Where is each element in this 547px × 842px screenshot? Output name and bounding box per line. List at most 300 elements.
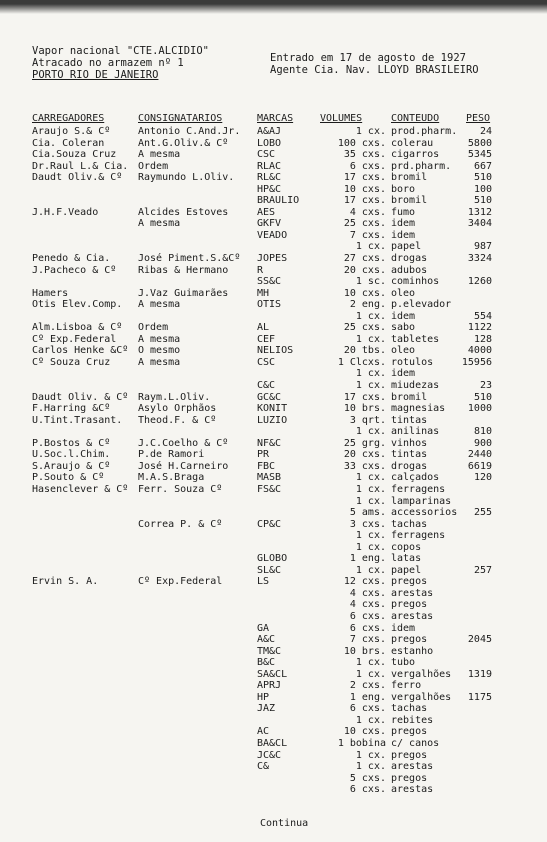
manifest-row xyxy=(0,265,547,277)
cell-volume: 10 cxs. xyxy=(343,183,386,195)
cell-marca: SA&CL xyxy=(257,668,288,680)
cell-conteudo: p.elevador xyxy=(391,299,452,311)
cell-peso: 554 xyxy=(473,310,492,322)
cell-conteudo: idem xyxy=(391,310,416,322)
cell-volume: 6 cxs. xyxy=(349,622,386,634)
cell-marca: JAZ xyxy=(257,703,276,715)
cell-peso: 1000 xyxy=(467,403,492,415)
ship-line: Vapor nacional "CTE.ALCIDIO" xyxy=(32,45,210,57)
manifest-row xyxy=(0,334,547,346)
manifest-row xyxy=(0,403,547,415)
cell-peso: 255 xyxy=(473,507,492,519)
cell-carregador: U.Tint.Trasant. xyxy=(32,414,123,426)
cell-volume: 1 eng. xyxy=(349,691,386,703)
cell-marca: OTIS xyxy=(257,299,282,311)
manifest-row xyxy=(0,588,547,600)
cell-marca: GKFV xyxy=(257,218,282,230)
cell-marca: FBC xyxy=(257,460,276,472)
cell-consignatario: Ant.G.Oliv.& Cº xyxy=(138,137,229,149)
cell-conteudo: estanho xyxy=(391,645,434,657)
cell-conteudo: tintas xyxy=(391,414,428,426)
cell-conteudo: oleo xyxy=(391,287,416,299)
cell-peso: 3404 xyxy=(467,218,492,230)
cell-consignatario: Theod.F. & Cº xyxy=(138,414,217,426)
manifest-row xyxy=(0,288,547,300)
cell-peso: 15956 xyxy=(461,356,492,368)
cell-consignatario: Ordem xyxy=(138,160,169,172)
manifest-row xyxy=(0,126,547,138)
cell-volume: 5 cxs. xyxy=(349,772,386,784)
cell-carregador: J.H.F.Veado xyxy=(32,206,99,218)
cell-consignatario: Ferr. Souza Cº xyxy=(138,483,223,495)
cell-marca: CEF xyxy=(257,333,276,345)
cell-volume: 25 cxs. xyxy=(343,218,386,230)
cell-conteudo: tabletes xyxy=(391,333,440,345)
cell-volume: 17 cxs. xyxy=(343,195,386,207)
manifest-row xyxy=(0,530,547,542)
manifest-row xyxy=(0,438,547,450)
cell-volume: 1 cx. xyxy=(355,241,386,253)
manifest-row xyxy=(0,311,547,323)
manifest-row xyxy=(0,415,547,427)
manifest-row xyxy=(0,507,547,519)
cell-volume: 1 cx. xyxy=(355,530,386,542)
agent-line: Agente Cia. Nav. LLOYD BRASILEIRO xyxy=(270,64,479,76)
cell-volume: 20 cxs. xyxy=(343,264,386,276)
cell-carregador: Ervin S. A. xyxy=(32,576,99,588)
manifest-row xyxy=(0,496,547,508)
cell-conteudo: cigarros xyxy=(391,149,440,161)
cell-volume: 5 ams. xyxy=(349,507,386,519)
manifest-row xyxy=(0,692,547,704)
cell-volume: 1 Clcxs. xyxy=(337,356,386,368)
cell-volume: 25 cxs. xyxy=(343,322,386,334)
cell-peso: 1122 xyxy=(467,322,492,334)
cell-conteudo: c/ canos xyxy=(391,737,440,749)
cell-peso: 3324 xyxy=(467,253,492,265)
cell-carregador: J.Pacheco & Cº xyxy=(32,264,117,276)
cell-volume: 20 cxs. xyxy=(343,449,386,461)
cell-conteudo: drogas xyxy=(391,460,428,472)
cell-marca: SL&C xyxy=(257,564,282,576)
cell-marca: MH xyxy=(257,287,270,299)
manifest-row xyxy=(0,368,547,380)
cell-peso: 1312 xyxy=(467,206,492,218)
cell-volume: 1 bobina xyxy=(337,737,386,749)
cell-marca: HP xyxy=(257,691,270,703)
cell-conteudo: copos xyxy=(391,541,422,553)
cell-consignatario: O mesmo xyxy=(138,345,181,357)
cell-carregador: P.Souto & Cº xyxy=(32,472,105,484)
cell-volume: 10 brs. xyxy=(343,645,386,657)
cell-carregador: Daudt Oliv. & Cº xyxy=(32,391,129,403)
manifest-row xyxy=(0,276,547,288)
cell-marca: TM&C xyxy=(257,645,282,657)
cell-volume: 17 cxs. xyxy=(343,391,386,403)
cell-peso: 1175 xyxy=(467,691,492,703)
cell-peso: 128 xyxy=(473,333,492,345)
cell-volume: 35 cxs. xyxy=(343,149,386,161)
cell-carregador: Otis Elev.Comp. xyxy=(32,299,123,311)
cell-conteudo: vinhos xyxy=(391,437,428,449)
header-left xyxy=(32,45,209,81)
cell-peso: 5800 xyxy=(467,137,492,149)
cell-conteudo: idem xyxy=(391,229,416,241)
cell-volume: 1 cx. xyxy=(355,368,386,380)
manifest-row xyxy=(0,299,547,311)
cell-volume: 3 qrt. xyxy=(349,414,386,426)
cell-carregador: Alm.Lisboa & Cº xyxy=(32,322,123,334)
cell-marca: KONIT xyxy=(257,403,288,415)
cell-carregador: Carlos Henke &Cº xyxy=(32,345,129,357)
cell-consignatario: José H.Carneiro xyxy=(138,460,229,472)
cell-conteudo: latas xyxy=(391,553,422,565)
cell-carregador: Cº Exp.Federal xyxy=(32,333,117,345)
cell-marca: R xyxy=(257,264,264,276)
cell-conteudo: bromil xyxy=(391,391,428,403)
cell-carregador: Penedo & Cia. xyxy=(32,253,111,265)
cell-volume: 1 sc. xyxy=(355,276,386,288)
manifest-row xyxy=(0,773,547,785)
cell-consignatario: Ordem xyxy=(138,322,169,334)
cell-carregador: U.Soc.l.Chim. xyxy=(32,449,111,461)
cell-marca: AL xyxy=(257,322,270,334)
cell-consignatario: Correa P. & Cº xyxy=(138,518,223,530)
cell-volume: 1 eng. xyxy=(349,553,386,565)
manifest-row xyxy=(0,184,547,196)
cell-peso: 900 xyxy=(473,437,492,449)
cell-conteudo: arestas xyxy=(391,610,434,622)
cell-marca: CP&C xyxy=(257,518,282,530)
cell-peso: 4000 xyxy=(467,345,492,357)
cell-volume: 20 tbs. xyxy=(343,345,386,357)
cell-conteudo: papel xyxy=(391,564,422,576)
port-line: PORTO RIO DE JANEIRO xyxy=(32,69,159,81)
cell-marca: HP&C xyxy=(257,183,282,195)
cell-carregador: F.Harring &Cº xyxy=(32,403,111,415)
cell-consignatario: A mesma xyxy=(138,218,181,230)
cell-volume: 10 brs. xyxy=(343,403,386,415)
cell-conteudo: colerau xyxy=(391,137,434,149)
cell-conteudo: arestas xyxy=(391,587,434,599)
cell-conteudo: pregos xyxy=(391,599,428,611)
cell-carregador: Araujo S.& Cº xyxy=(32,126,111,137)
manifest-row xyxy=(0,576,547,588)
cell-volume: 4 cxs. xyxy=(349,587,386,599)
cell-volume: 7 cxs. xyxy=(349,229,386,241)
manifest-row xyxy=(0,726,547,738)
cell-marca: VEADO xyxy=(257,229,288,241)
header-right xyxy=(270,52,479,76)
cell-volume: 6 cxs. xyxy=(349,160,386,172)
manifest-row xyxy=(0,172,547,184)
manifest-row xyxy=(0,161,547,173)
cell-conteudo: pregos xyxy=(391,576,428,588)
cell-consignatario: Raym.L.Oliv. xyxy=(138,391,211,403)
cell-consignatario: A mesma xyxy=(138,149,181,161)
cell-marca: B&C xyxy=(257,657,276,669)
manifest-row xyxy=(0,484,547,496)
cell-volume: 4 cxs. xyxy=(349,206,386,218)
col-volumes: VOLUMES xyxy=(320,113,363,124)
manifest-row xyxy=(0,345,547,357)
cell-peso: 100 xyxy=(473,183,492,195)
cell-volume: 1 cx. xyxy=(355,564,386,576)
cell-peso: 510 xyxy=(473,391,492,403)
manifest-row xyxy=(0,565,547,577)
cell-peso: 810 xyxy=(473,426,492,438)
cell-conteudo: ferragens xyxy=(391,483,446,495)
cell-conteudo: vergalhões xyxy=(391,668,452,680)
cell-carregador: Cia.Souza Cruz xyxy=(32,149,117,161)
manifest-row xyxy=(0,472,547,484)
cell-peso: 510 xyxy=(473,172,492,184)
cell-peso: 987 xyxy=(473,241,492,253)
cell-volume: 1 cx. xyxy=(355,380,386,392)
cell-conteudo: anilinas xyxy=(391,426,440,438)
cell-volume: 3 cxs. xyxy=(349,518,386,530)
cell-volume: 6 cxs. xyxy=(349,784,386,796)
cell-conteudo: drogas xyxy=(391,253,428,265)
cell-conteudo: rotulos xyxy=(391,356,434,368)
cell-volume: 27 cxs. xyxy=(343,253,386,265)
cell-consignatario: José Piment.S.&Cº xyxy=(138,253,241,265)
cell-marca: LUZIO xyxy=(257,414,288,426)
cell-conteudo: arestas xyxy=(391,784,434,796)
cell-volume: 1 cx. xyxy=(355,761,386,773)
manifest-row xyxy=(0,392,547,404)
cell-volume: 1 cx. xyxy=(355,310,386,322)
cell-consignatario: A mesma xyxy=(138,299,181,311)
manifest-row xyxy=(0,426,547,438)
cell-volume: 6 cxs. xyxy=(349,610,386,622)
cell-conteudo: sabo xyxy=(391,322,416,334)
manifest-row xyxy=(0,542,547,554)
cell-peso: 667 xyxy=(473,160,492,172)
cell-volume: 1 cx. xyxy=(355,668,386,680)
cell-conteudo: tintas xyxy=(391,449,428,461)
cell-marca: CSC xyxy=(257,149,276,161)
manifest-row xyxy=(0,241,547,253)
manifest-row xyxy=(0,784,547,796)
column-headers xyxy=(0,113,547,125)
cell-carregador: S.Araujo & Cº xyxy=(32,460,111,472)
cell-peso: 510 xyxy=(473,195,492,207)
cell-marca: PR xyxy=(257,449,270,461)
cell-marca: RL&C xyxy=(257,172,282,184)
cell-volume: 1 cx. xyxy=(355,333,386,345)
cell-conteudo: pregos xyxy=(391,634,428,646)
col-carregadores: CARREGADORES xyxy=(32,113,105,124)
cell-volume: 25 grg. xyxy=(343,437,386,449)
manifest-row xyxy=(0,669,547,681)
cell-marca: APRJ xyxy=(257,680,282,692)
cell-conteudo: cominhos xyxy=(391,276,440,288)
cell-peso: 24 xyxy=(479,126,492,137)
cell-marca: LOBO xyxy=(257,137,282,149)
cell-marca: A&C xyxy=(257,634,276,646)
cell-peso: 1319 xyxy=(467,668,492,680)
cell-conteudo: calçados xyxy=(391,472,440,484)
cell-conteudo: tachas xyxy=(391,518,428,530)
cell-consignatario: Raymundo L.Oliv. xyxy=(138,172,235,184)
cell-volume: 6 cxs. xyxy=(349,703,386,715)
cell-marca: NELIOS xyxy=(257,345,294,357)
manifest-row xyxy=(0,138,547,150)
cell-consignatario: A mesma xyxy=(138,356,181,368)
cell-marca: RLAC xyxy=(257,160,282,172)
cell-conteudo: idem xyxy=(391,622,416,634)
cell-volume: 12 cxs. xyxy=(343,576,386,588)
cell-carregador: Daudt Oliv.& Cº xyxy=(32,172,123,184)
cell-marca: AC xyxy=(257,726,270,738)
cell-volume: 10 cxs. xyxy=(343,287,386,299)
cell-carregador: Hasenclever & Cº xyxy=(32,483,129,495)
cell-volume: 17 cxs. xyxy=(343,172,386,184)
cell-conteudo: pregos xyxy=(391,749,428,761)
manifest-row xyxy=(0,599,547,611)
cell-conteudo: tachas xyxy=(391,703,428,715)
manifest-row xyxy=(0,149,547,161)
cell-marca: BRAULIO xyxy=(257,195,300,207)
cell-conteudo: prod.pharm. xyxy=(391,126,458,137)
cell-marca: C&C xyxy=(257,380,276,392)
manifest-row xyxy=(0,230,547,242)
manifest-row xyxy=(0,357,547,369)
cell-peso: 6619 xyxy=(467,460,492,472)
cell-marca: BA&CL xyxy=(257,737,288,749)
manifest-row xyxy=(0,253,547,265)
manifest-rows xyxy=(0,126,547,796)
cell-volume: 1 cx. xyxy=(355,483,386,495)
manifest-row xyxy=(0,449,547,461)
cell-conteudo: pregos xyxy=(391,772,428,784)
cell-consignatario: P.de Ramori xyxy=(138,449,205,461)
cell-marca: C& xyxy=(257,761,270,773)
cell-consignatario: M.A.S.Braga xyxy=(138,472,205,484)
manifest-row xyxy=(0,519,547,531)
cell-conteudo: miudezas xyxy=(391,380,440,392)
cell-volume: 100 cxs. xyxy=(337,137,386,149)
cell-consignatario: Antonio C.And.Jr. xyxy=(138,126,241,137)
cell-volume: 2 cxs. xyxy=(349,680,386,692)
manifest-row xyxy=(0,715,547,727)
cell-peso: 5345 xyxy=(467,149,492,161)
cell-carregador: Cº Souza Cruz xyxy=(32,356,111,368)
cell-volume: 1 cx. xyxy=(355,657,386,669)
manifest-row xyxy=(0,646,547,658)
cell-volume: 10 cxs. xyxy=(343,726,386,738)
cell-conteudo: boro xyxy=(391,183,416,195)
cell-marca: CSC xyxy=(257,356,276,368)
cell-volume: 4 cxs. xyxy=(349,599,386,611)
cell-consignatario: Asylo Orphãos xyxy=(138,403,217,415)
cell-marca: GC&C xyxy=(257,391,282,403)
manifest-row xyxy=(0,380,547,392)
cell-carregador: Hamers xyxy=(32,287,69,299)
cell-conteudo: bromil xyxy=(391,172,428,184)
cell-volume: 7 cxs. xyxy=(349,634,386,646)
cell-consignatario: Cº Exp.Federal xyxy=(138,576,223,588)
cell-conteudo: ferragens xyxy=(391,530,446,542)
manifest-row xyxy=(0,207,547,219)
manifest-row xyxy=(0,750,547,762)
cell-peso: 2440 xyxy=(467,449,492,461)
page-top-edge xyxy=(0,0,547,14)
cell-conteudo: adubos xyxy=(391,264,428,276)
cell-conteudo: fumo xyxy=(391,206,416,218)
cell-conteudo: pregos xyxy=(391,726,428,738)
cell-marca: GLOBO xyxy=(257,553,288,565)
cell-volume: 1 cx. xyxy=(355,472,386,484)
cell-consignatario: J.Vaz Guimarães xyxy=(138,287,229,299)
cell-conteudo: oleo xyxy=(391,345,416,357)
entry-line: Entrado em 17 de agosto de 1927 xyxy=(270,52,466,64)
cell-volume: 1 cx. xyxy=(355,426,386,438)
manifest-row xyxy=(0,623,547,635)
cell-consignatario: Ribas & Hermano xyxy=(138,264,229,276)
manifest-row xyxy=(0,611,547,623)
col-marcas: MARCAS xyxy=(257,113,294,124)
cell-carregador: Cia. Coleran xyxy=(32,137,105,149)
cell-conteudo: ferro xyxy=(391,680,422,692)
cell-conteudo: vergalhões xyxy=(391,691,452,703)
cell-marca: LS xyxy=(257,576,270,588)
cell-consignatario: J.C.Coelho & Cº xyxy=(138,437,229,449)
cell-volume: 1 cx. xyxy=(355,541,386,553)
manifest-row xyxy=(0,703,547,715)
cell-carregador: P.Bostos & Cº xyxy=(32,437,111,449)
manifest-row xyxy=(0,680,547,692)
cell-conteudo: accessorios xyxy=(391,507,458,519)
cell-peso: 2045 xyxy=(467,634,492,646)
cell-volume: 1 cx. xyxy=(355,749,386,761)
cell-conteudo: lamparinas xyxy=(391,495,452,507)
cell-conteudo: bromil xyxy=(391,195,428,207)
cell-marca: MASB xyxy=(257,472,282,484)
cell-conteudo: idem xyxy=(391,368,416,380)
cell-volume: 1 cx. xyxy=(355,714,386,726)
manifest-row xyxy=(0,461,547,473)
cell-conteudo: rebites xyxy=(391,714,434,726)
cell-conteudo: prd.pharm. xyxy=(391,160,452,172)
stored-line: Atracado no armazem nº 1 xyxy=(32,57,184,69)
manifest-row xyxy=(0,218,547,230)
continua-footer: Continua xyxy=(260,818,309,829)
cell-conteudo: idem xyxy=(391,218,416,230)
cell-volume: 1 cx. xyxy=(355,126,386,137)
cell-consignatario: Alcides Estoves xyxy=(138,206,229,218)
cell-consignatario: A mesma xyxy=(138,333,181,345)
cell-peso: 257 xyxy=(473,564,492,576)
cell-marca: NF&C xyxy=(257,437,282,449)
manifest-row xyxy=(0,195,547,207)
manifest-row xyxy=(0,634,547,646)
cell-conteudo: papel xyxy=(391,241,422,253)
cell-peso: 23 xyxy=(479,380,492,392)
cell-volume: 33 cxs. xyxy=(343,460,386,472)
cell-peso: 1260 xyxy=(467,276,492,288)
cell-marca: GA xyxy=(257,622,270,634)
cell-marca: A&AJ xyxy=(257,126,282,137)
cell-marca: FS&C xyxy=(257,483,282,495)
col-peso: PESO xyxy=(466,113,491,124)
cell-carregador: Dr.Raul L.& Cia. xyxy=(32,160,129,172)
cell-conteudo: magnesias xyxy=(391,403,446,415)
manifest-row xyxy=(0,657,547,669)
col-consignatarios: CONSIGNATARIOS xyxy=(138,113,223,124)
manifest-row xyxy=(0,738,547,750)
